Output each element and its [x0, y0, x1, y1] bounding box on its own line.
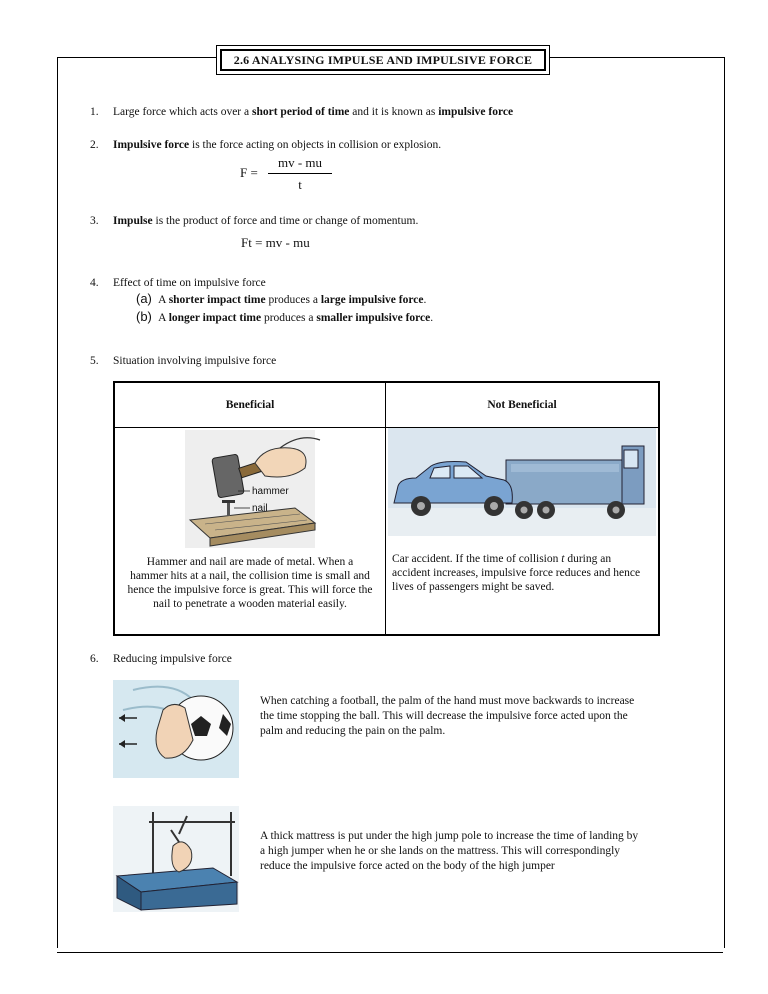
item-5: 5. Situation involving impulsive force: [90, 355, 277, 367]
item-1: 1. Large force which acts over a short period of time and it is known as impulsive force: [90, 106, 514, 118]
hammer-nail-illustration: [115, 428, 385, 555]
formula-1-numerator: mv - mu: [268, 155, 332, 174]
nail-label: nail: [252, 503, 268, 514]
reducing-football-text: When catching a football, the palm of the hand must move backwards to increase the time stopping the ball. This will decrease the impulsive force acted upon the palm and reducing the pain on the palm.: [260, 695, 635, 737]
cell-not-beneficial: [386, 428, 660, 636]
formula-1-lhs: F =: [240, 165, 258, 180]
formula-1-fraction: [268, 155, 332, 193]
formula-2: Ft = mv - mu: [241, 235, 310, 250]
football-catch-illustration: [113, 680, 239, 778]
formula-1-denominator: t: [298, 177, 302, 192]
item-2: 2. Impulsive force is the force acting on objects in collision or explosion.: [90, 139, 442, 151]
not-beneficial-text: Car accident. If the time of collision t during an accident increases, impulsive force reduces and hence lives of passengers might be saved.: [392, 553, 641, 593]
cell-beneficial: [114, 428, 386, 636]
col-header-not-beneficial: Not Beneficial: [386, 382, 660, 428]
effect-a: (a) A shorter impact time produces a large impulsive force.: [136, 291, 427, 306]
title-box: [216, 45, 550, 75]
hammer-label: hammer: [252, 486, 289, 497]
reducing-mattress-text: A thick mattress is put under the high jump pole to increase the time of landing by a high jumper when he or she lands on the mattress. This will correspondingly reduce the impulsive force acted on the body of the high jumper: [260, 830, 639, 872]
item-3: 3. Impulse is the product of force and time or change of momentum.: [90, 215, 419, 227]
item-4: 4. Effect of time on impulsive force: [90, 277, 266, 289]
effect-b: (b) A longer impact time produces a smaller impulsive force.: [136, 309, 434, 324]
situation-table: [113, 381, 660, 636]
beneficial-text: Hammer and nail are made of metal. When a hammer hits at a nail, the collision time is small and hence the impulsive force is great. This will force the nail to penetrate a wooden material easily.: [127, 556, 373, 610]
car-accident-illustration: [386, 428, 658, 548]
col-header-beneficial: Beneficial: [114, 382, 386, 428]
item-6: 6. Reducing impulsive force: [90, 653, 232, 665]
page-title: 2.6 ANALYSING IMPULSE AND IMPULSIVE FORCE: [220, 49, 546, 71]
high-jump-illustration: [113, 806, 239, 912]
footer-rule: [57, 952, 723, 953]
